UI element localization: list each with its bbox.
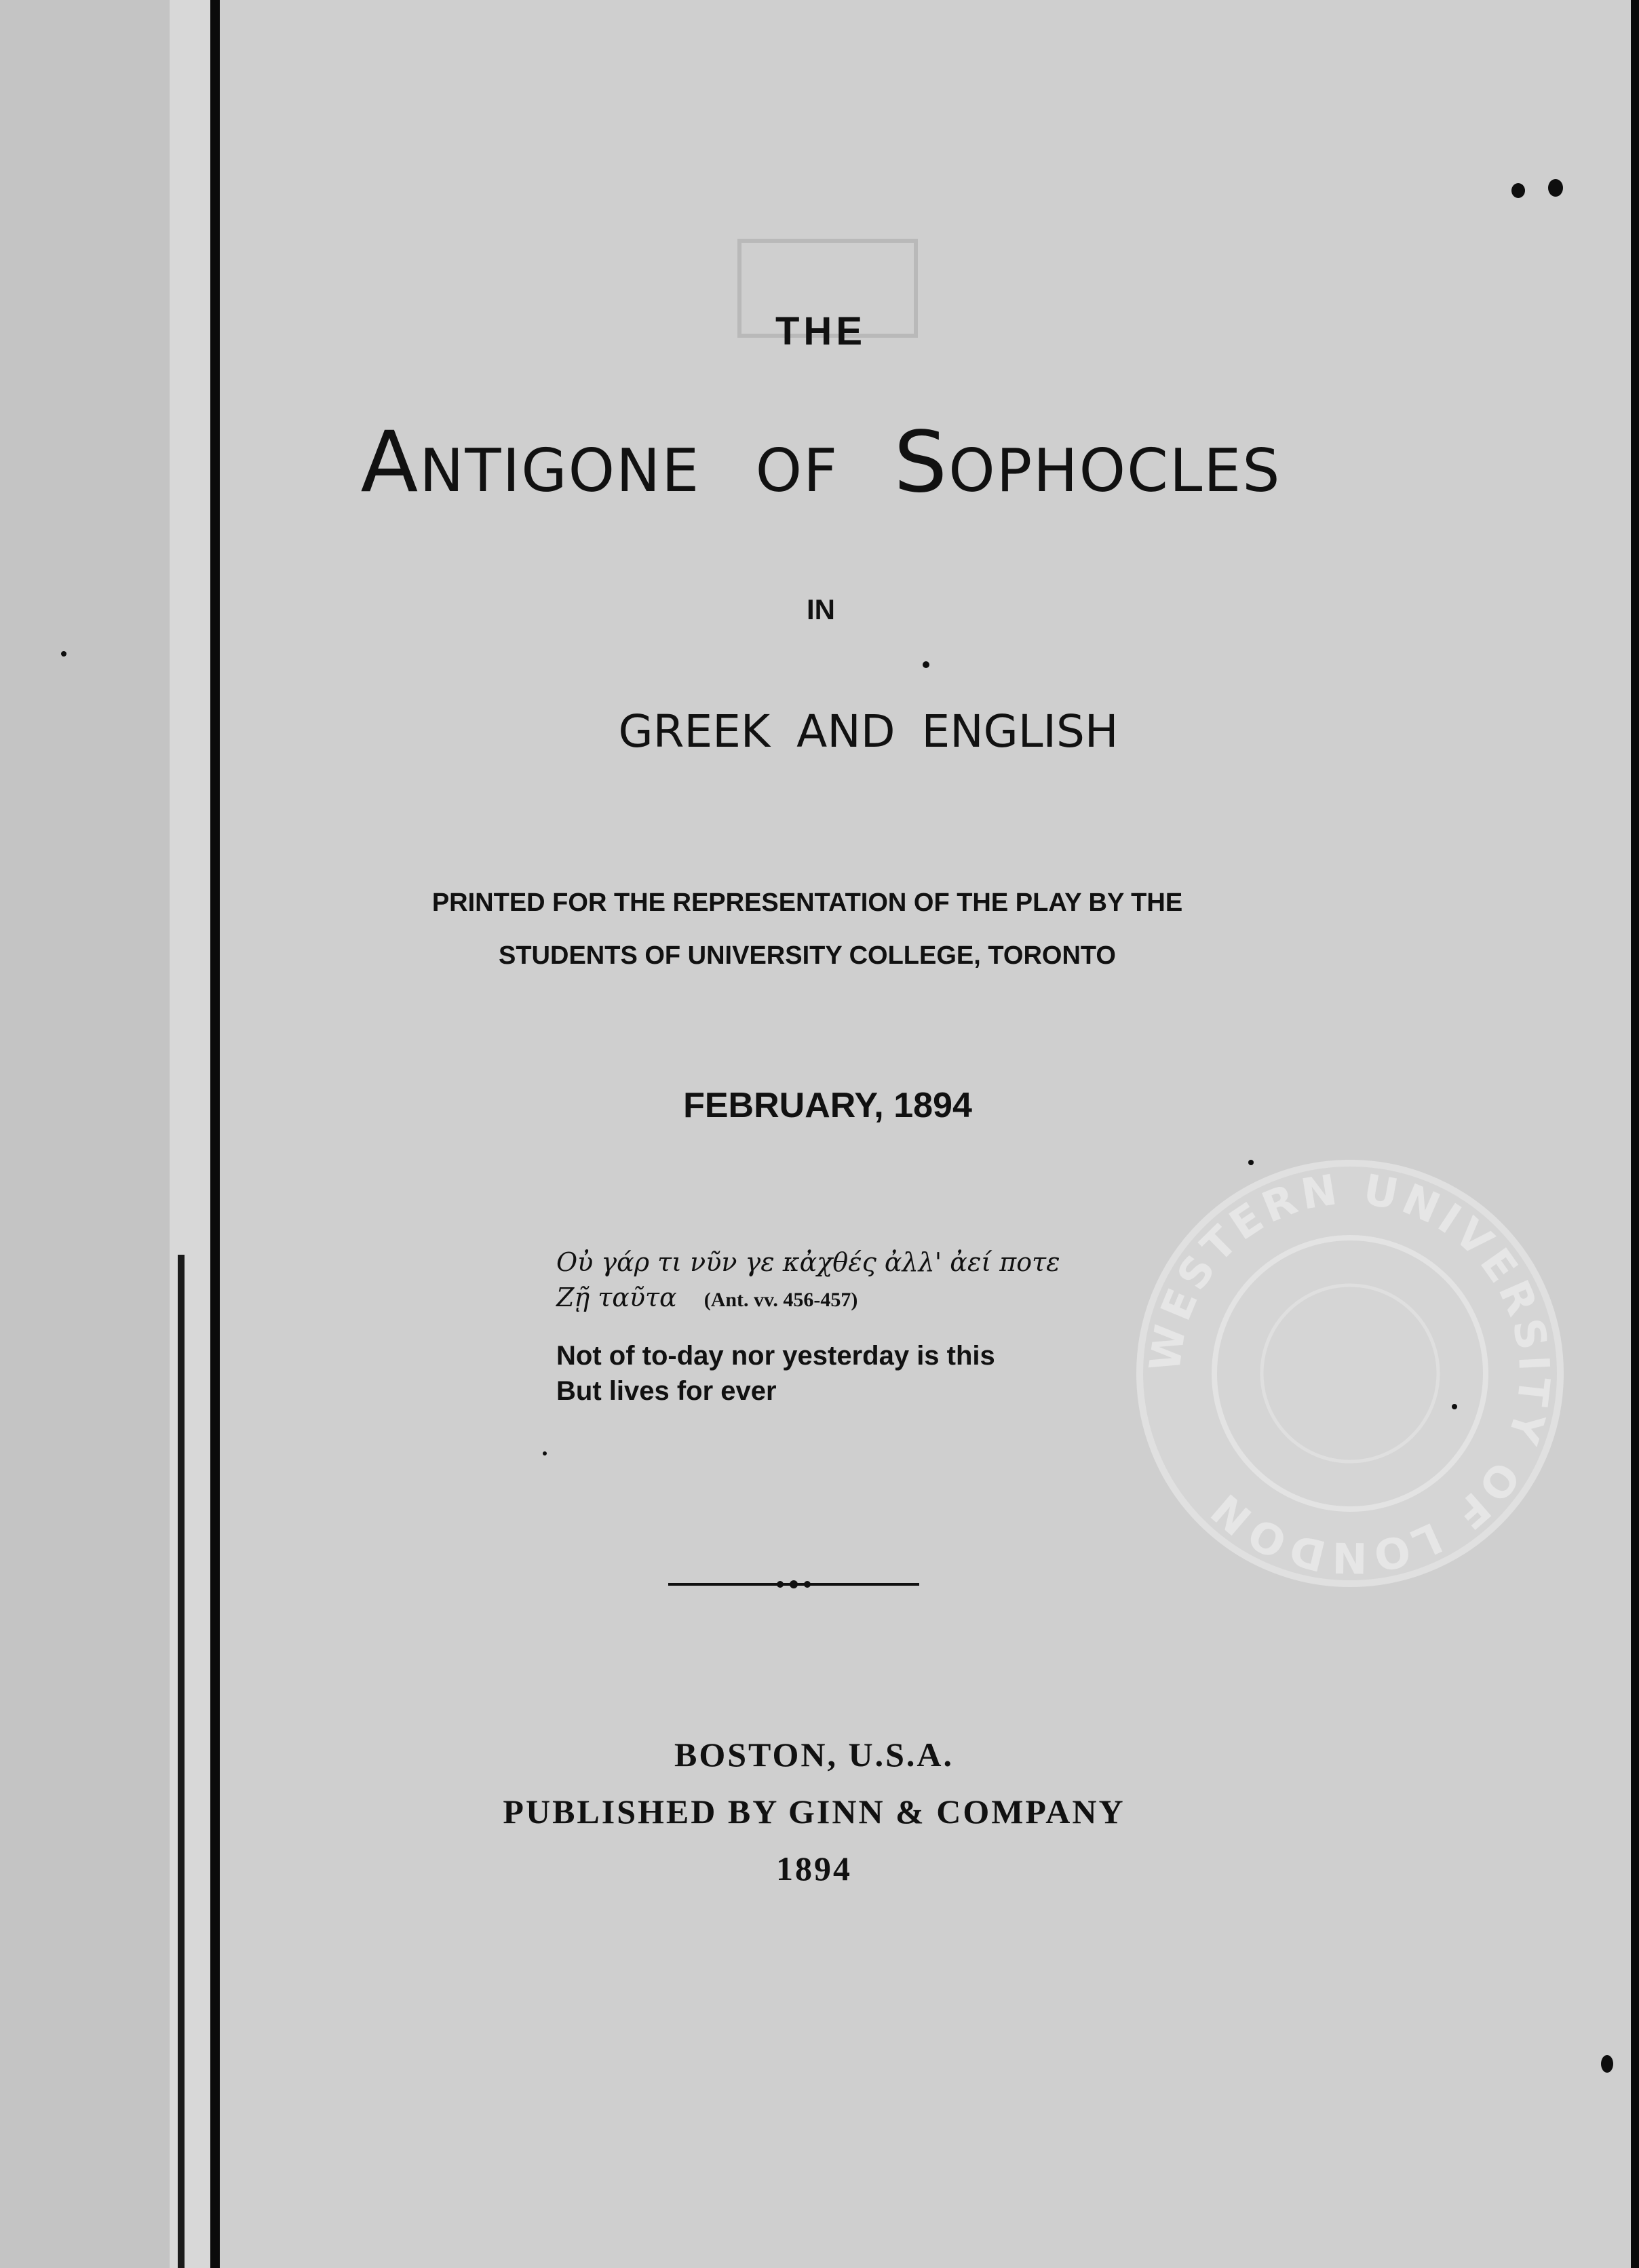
book-title: Antigone of Sophocles [360,414,1281,511]
greek-quote-text: Ζῇ ταῦτα [556,1283,677,1312]
left-spine-strip [0,0,174,2268]
binding-shadow [178,1255,185,2268]
english-quote-line-2: But lives for ever [556,1376,777,1406]
right-scan-border [1631,0,1639,2268]
binding-line [210,0,220,2268]
english-quote-line-1: Not of to-day nor yesterday is this [556,1341,995,1371]
library-embossed-seal [1130,1153,1570,1594]
imprint [434,1726,1194,1897]
imprint-publisher: PUBLISHED BY GINN & COMPANY [503,1793,1125,1831]
decorative-rule-ornament [668,1578,919,1591]
quote-citation: (Ant. vv. 456-457) [703,1289,858,1311]
title-in: IN [807,593,835,625]
greek-quote-line-2 [556,1280,1058,1318]
printed-for-statement [380,876,1235,982]
printed-line-1: PRINTED FOR THE REPRESENTATION OF THE PLAY BY THE [431,888,1183,917]
performance-date: FEBRUARY, 1894 [683,1086,972,1125]
title-article: THE [775,309,866,353]
languages-line: GREEK AND ENGLISH [618,705,1119,758]
imprint-year: 1894 [776,1850,852,1888]
epigraph [556,1245,1058,1409]
printed-line-2: STUDENTS OF UNIVERSITY COLLEGE, TORONTO [499,941,1116,970]
seal-text: WESTERN UNIVERSITY OF LONDON [1139,1164,1560,1583]
greek-quote-line-1: Οὐ γάρ τι νῦν γε κἀχθές ἀλλ' ἀεί ποτε [556,1247,1060,1277]
imprint-place: BOSTON, U.S.A. [674,1736,955,1774]
